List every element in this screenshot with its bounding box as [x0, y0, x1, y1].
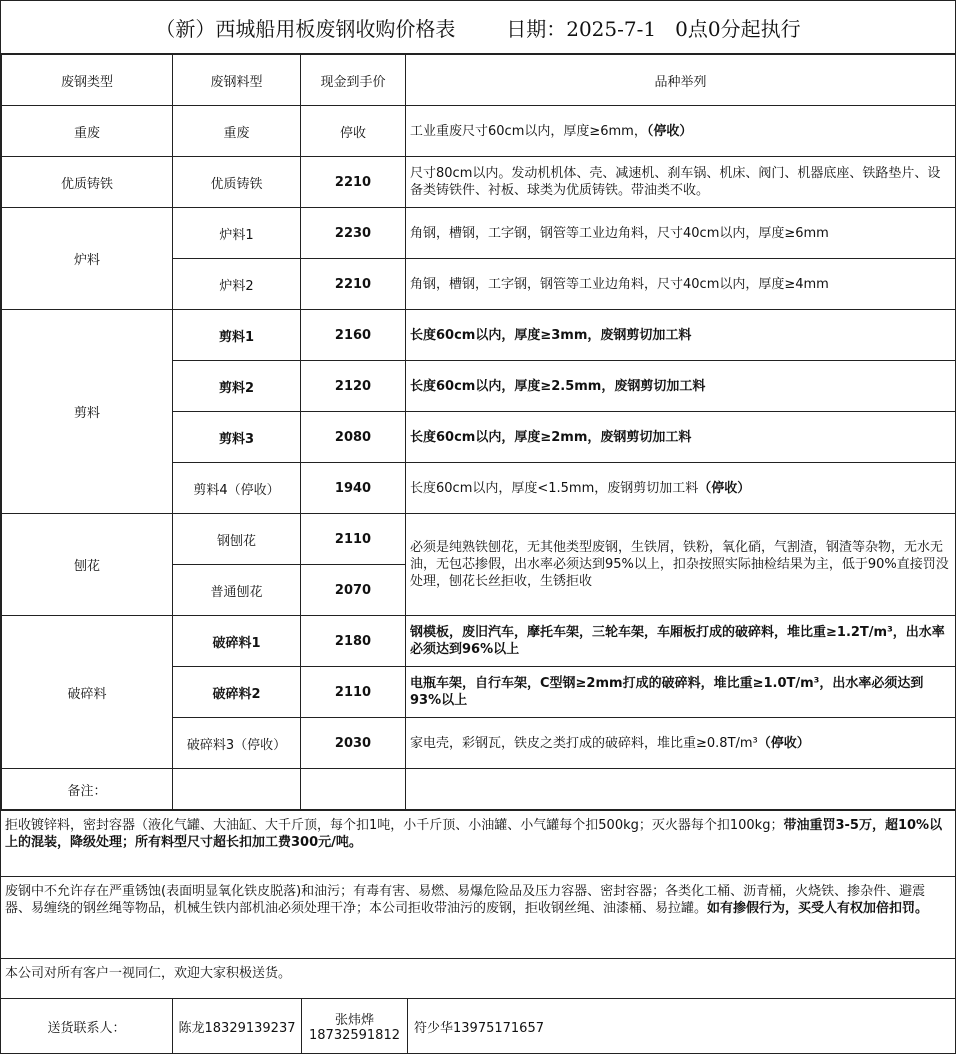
- type-cell: 剪料: [2, 310, 173, 514]
- table-row: [2, 157, 956, 208]
- notice-bold: 如有掺假行为，买受人有权加倍扣罚。: [707, 901, 929, 916]
- header-row: [2, 55, 956, 106]
- contact-1: 陈龙18329139237: [173, 999, 302, 1053]
- desc-cell: 电瓶车架，自行车架，C型钢≥2mm打成的破碎料，堆比重≥1.0T/m³，出水率必须达到93%以上: [406, 667, 956, 718]
- grade-cell: 重废: [173, 106, 301, 157]
- price-cell: 1940: [301, 463, 406, 514]
- notice-rejection: [1, 810, 955, 876]
- contact-row: [1, 998, 955, 1053]
- contact-label: 送货联系人：: [1, 999, 173, 1053]
- table-row: [2, 616, 956, 667]
- remarks-label: 备注：: [2, 769, 173, 810]
- grade-cell: 剪料3: [173, 412, 301, 463]
- desc-cell: 长度60cm以内，厚度≥3mm，废钢剪切加工料: [406, 310, 956, 361]
- contact-2: [302, 999, 408, 1053]
- contact-2-phone: 18732591812: [309, 1028, 400, 1043]
- desc-cell: [406, 718, 956, 769]
- desc-status: （停收）: [757, 735, 810, 751]
- grade-cell: 破碎料1: [173, 616, 301, 667]
- grade-cell: 优质铸铁: [173, 157, 301, 208]
- grade-cell: 钢刨花: [173, 514, 301, 565]
- contact-3: 符少华13975171657: [414, 1020, 544, 1036]
- type-cell: 刨花: [2, 514, 173, 616]
- grade-cell: 普通刨花: [173, 565, 301, 616]
- desc-cell: 必须是纯熟铁刨花，无其他类型废钢，生铁屑，铁粉，氧化硝，气割渣，钢渣等杂物，无水无油，无包芯掺假，出水率必须达到95%以上，扣杂按照实际抽检结果为主，低于90%直接罚没处理，刨花长丝拒收，生锈拒收: [406, 514, 956, 616]
- desc-cell: [406, 106, 956, 157]
- grade-cell: 破碎料2: [173, 667, 301, 718]
- desc-status: （停收）: [646, 123, 693, 139]
- price-cell: 2110: [301, 667, 406, 718]
- price-cell: 2160: [301, 310, 406, 361]
- header-price: 现金到手价: [301, 55, 406, 106]
- price-cell: 2110: [301, 514, 406, 565]
- notice-text: 拒收镀锌料，密封容器（液化气罐、大油缸、大千斤顶，每个扣1吨，小千斤顶、小油罐、小气罐每个扣500kg；灭火器每个扣100kg；: [5, 818, 784, 833]
- grade-cell: 炉料2: [173, 259, 301, 310]
- header-grade: 废钢料型: [173, 55, 301, 106]
- empty-cell: [301, 769, 406, 810]
- type-cell: 破碎料: [2, 616, 173, 769]
- type-cell: 炉料: [2, 208, 173, 310]
- desc-text: 工业重废尺寸60cm以内，厚度≥6mm，: [410, 123, 647, 139]
- grade-cell: 剪料4（停收）: [173, 463, 301, 514]
- desc-cell: 钢模板，废旧汽车，摩托车架，三轮车架，车厢板打成的破碎料，堆比重≥1.2T/m³，出水率必须达到96%以上: [406, 616, 956, 667]
- price-cell: 2120: [301, 361, 406, 412]
- header-type: 废钢类型: [2, 55, 173, 106]
- header-desc: 品种举列: [406, 55, 956, 106]
- type-cell: 优质铸铁: [2, 157, 173, 208]
- price-cell: 2210: [301, 259, 406, 310]
- desc-cell: 长度60cm以内，厚度≥2.5mm，废钢剪切加工料: [406, 361, 956, 412]
- type-cell: 重废: [2, 106, 173, 157]
- grade-cell: 剪料1: [173, 310, 301, 361]
- table-row: [2, 106, 956, 157]
- notice-prohibited: [1, 876, 955, 958]
- table-row: [2, 208, 956, 259]
- desc-status: （停收）: [698, 480, 751, 496]
- grade-cell: 炉料1: [173, 208, 301, 259]
- grade-cell: 剪料2: [173, 361, 301, 412]
- contact-2-name: 张炜烨: [334, 1013, 374, 1028]
- empty-cell: [173, 769, 301, 810]
- price-cell: 2080: [301, 412, 406, 463]
- table-row: [2, 310, 956, 361]
- price-table: [1, 54, 956, 810]
- desc-text: 长度60cm以内，厚度<1.5mm，废钢剪切加工料: [410, 480, 699, 496]
- grade-cell: 破碎料3（停收）: [173, 718, 301, 769]
- price-cell: 2030: [301, 718, 406, 769]
- price-cell: 2070: [301, 565, 406, 616]
- desc-cell: 角钢，槽钢，工字钢，钢管等工业边角料，尺寸40cm以内，厚度≥4mm: [406, 259, 956, 310]
- desc-cell: 尺寸80cm以内。发动机机体、壳、减速机、刹车锅、机床、阀门、机器底座、铁路垫片、设备类铸铁件、衬板、球类为优质铸铁。带油类不收。: [406, 157, 956, 208]
- desc-cell: [406, 463, 956, 514]
- notice-bold: 带油重罚3-5万，超10%以上的混装，降级处理；所有料型尺寸超长扣加工费300元/吨。: [5, 818, 943, 850]
- table-row: [2, 514, 956, 565]
- remarks-row: [2, 769, 956, 810]
- notice-text: 废钢中不允许存在严重锈蚀(表面明显氧化铁皮脱落)和油污；有毒有害、易燃、易爆危险品及压力容器、密封容器；各类化工桶、沥青桶，火烧铁、掺杂件、避震器、易缠绕的钢丝绳等物品，机械生铁内部机油必须处理干净；本公司拒收带油污的废钢，拒收钢丝绳、油漆桶、易拉罐。: [5, 884, 926, 916]
- desc-cell: 角钢，槽钢，工字钢，钢管等工业边角料，尺寸40cm以内，厚度≥6mm: [406, 208, 956, 259]
- price-cell: 2210: [301, 157, 406, 208]
- price-cell: 2180: [301, 616, 406, 667]
- price-cell: 2230: [301, 208, 406, 259]
- price-cell: 停收: [301, 106, 406, 157]
- empty-cell: [406, 769, 956, 810]
- notice-welcome: 本公司对所有客户一视同仁，欢迎大家积极送货。: [1, 958, 955, 998]
- desc-text: 家电壳，彩钢瓦，铁皮之类打成的破碎料，堆比重≥0.8T/m³: [410, 735, 758, 751]
- page-title: （新）西城船用板废钢收购价格表 日期：2025-7-1 0点0分起执行: [1, 1, 955, 54]
- desc-cell: 长度60cm以内，厚度≥2mm，废钢剪切加工料: [406, 412, 956, 463]
